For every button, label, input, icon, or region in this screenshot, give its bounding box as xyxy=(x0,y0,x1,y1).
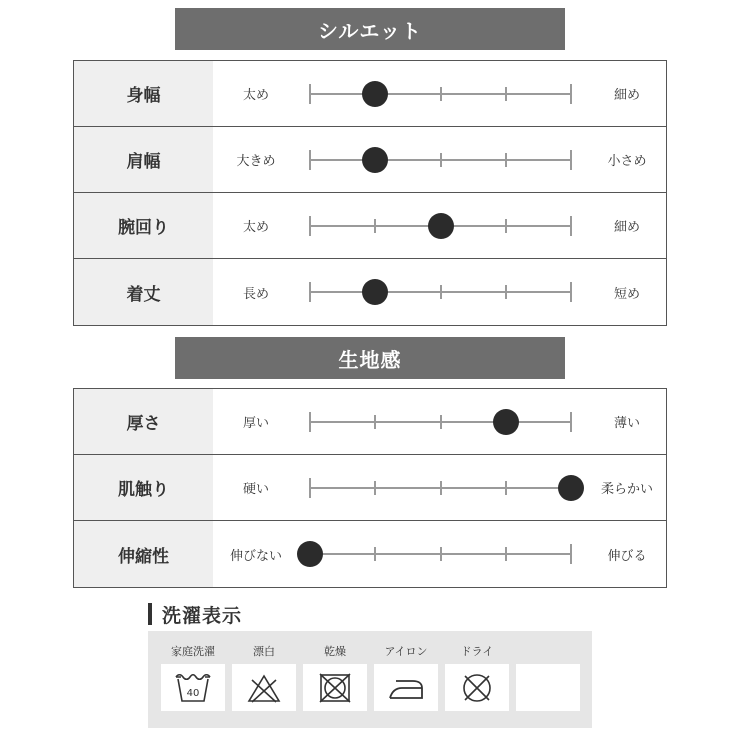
attribute-label: 着丈 xyxy=(74,259,213,325)
care-box xyxy=(303,664,367,711)
rating-scale xyxy=(310,389,571,454)
attribute-row xyxy=(74,259,666,325)
scale-right-label: 柔らかい xyxy=(600,482,653,497)
scale-tick xyxy=(570,412,572,432)
title-bar xyxy=(148,603,152,625)
texture-title: 生地感 xyxy=(338,347,402,372)
care-title xyxy=(148,602,242,626)
care-item-empty xyxy=(516,631,580,728)
scale-tick xyxy=(570,216,572,236)
care-panel xyxy=(148,631,592,728)
care-label: ドライ xyxy=(460,645,494,658)
iron-icon xyxy=(386,673,426,703)
scale-right-label: 伸びる xyxy=(607,548,647,564)
care-item-dry xyxy=(303,631,367,728)
care-box-empty xyxy=(516,664,580,711)
scale-right-label: 短め xyxy=(613,286,640,302)
scale-tick xyxy=(570,544,572,564)
rating-marker xyxy=(362,81,388,107)
attribute-row xyxy=(74,193,666,259)
scale-tick xyxy=(440,481,442,495)
rating-scale xyxy=(310,455,571,520)
rating-scale xyxy=(310,521,571,587)
rating-scale xyxy=(310,61,571,126)
care-label: アイロン xyxy=(384,645,428,658)
care-item-dryclean xyxy=(445,631,509,728)
scale-tick xyxy=(570,150,572,170)
wash-temp: 40 xyxy=(186,687,200,699)
no-tumble-dry-icon xyxy=(317,672,353,704)
scale-tick xyxy=(309,150,311,170)
rating-marker xyxy=(362,147,388,173)
rating-scale xyxy=(310,127,571,192)
attribute-label: 腕回り xyxy=(74,193,213,258)
scale-tick xyxy=(309,478,311,498)
attribute-label: 肩幅 xyxy=(74,127,213,192)
scale-left-label: 太め xyxy=(242,88,269,103)
rating-scale xyxy=(310,193,571,258)
scale-left-label: 厚い xyxy=(242,416,269,431)
scale-right-label: 細め xyxy=(613,88,640,103)
scale-tick xyxy=(374,415,376,429)
scale-left-label: 太め xyxy=(242,220,269,235)
scale-tick xyxy=(505,481,507,495)
care-label: 家庭洗濯 xyxy=(171,645,215,658)
rating-marker xyxy=(362,279,388,305)
silhouette-header xyxy=(175,8,565,50)
scale-tick xyxy=(374,219,376,233)
wash-tub-40-icon xyxy=(173,671,213,705)
texture-table xyxy=(73,388,667,588)
scale-left-label: 長め xyxy=(242,286,269,302)
care-box xyxy=(445,664,509,711)
scale-right-label: 薄い xyxy=(613,416,640,431)
scale-tick xyxy=(309,84,311,104)
scale-left-label: 硬い xyxy=(242,482,269,497)
rating-marker xyxy=(428,213,454,239)
scale-tick xyxy=(505,285,507,299)
silhouette-title: シルエット xyxy=(317,18,423,43)
rating-marker xyxy=(297,541,323,567)
attribute-label: 身幅 xyxy=(74,61,213,126)
scale-tick xyxy=(570,84,572,104)
scale-tick xyxy=(440,415,442,429)
scale-tick xyxy=(505,219,507,233)
scale-tick xyxy=(440,87,442,101)
scale-tick xyxy=(309,412,311,432)
silhouette-table xyxy=(73,60,667,326)
care-title-text: 洗濯表示 xyxy=(162,604,243,627)
scale-tick xyxy=(570,282,572,302)
rating-scale xyxy=(310,259,571,325)
scale-right-label: 小さめ xyxy=(607,154,647,169)
scale-tick xyxy=(505,153,507,167)
care-box xyxy=(161,664,225,711)
scale-tick xyxy=(440,153,442,167)
attribute-label: 肌触り xyxy=(74,455,213,520)
scale-left-label: 伸びない xyxy=(229,548,282,564)
attribute-label: 伸縮性 xyxy=(74,521,213,587)
care-item-iron xyxy=(374,631,438,728)
scale-tick xyxy=(505,87,507,101)
care-item-wash xyxy=(161,631,225,728)
scale-tick xyxy=(309,216,311,236)
care-item-bleach xyxy=(232,631,296,728)
rating-marker xyxy=(558,475,584,501)
scale-tick xyxy=(309,282,311,302)
attribute-label: 厚さ xyxy=(74,389,213,454)
care-box xyxy=(232,664,296,711)
attribute-row xyxy=(74,521,666,587)
scale-tick xyxy=(505,547,507,561)
scale-right-label: 細め xyxy=(613,220,640,235)
scale-tick xyxy=(440,285,442,299)
attribute-row xyxy=(74,127,666,193)
scale-tick xyxy=(374,547,376,561)
attribute-row xyxy=(74,455,666,521)
rating-marker xyxy=(493,409,519,435)
no-dry-clean-icon xyxy=(459,672,495,704)
no-bleach-icon xyxy=(246,672,282,704)
care-label: 漂白 xyxy=(253,645,275,658)
attribute-row xyxy=(74,389,666,455)
care-box xyxy=(374,664,438,711)
scale-tick xyxy=(440,547,442,561)
texture-header xyxy=(175,337,565,379)
attribute-row xyxy=(74,61,666,127)
scale-left-label: 大きめ xyxy=(236,154,276,169)
scale-tick xyxy=(374,481,376,495)
care-label: 乾燥 xyxy=(324,645,346,658)
